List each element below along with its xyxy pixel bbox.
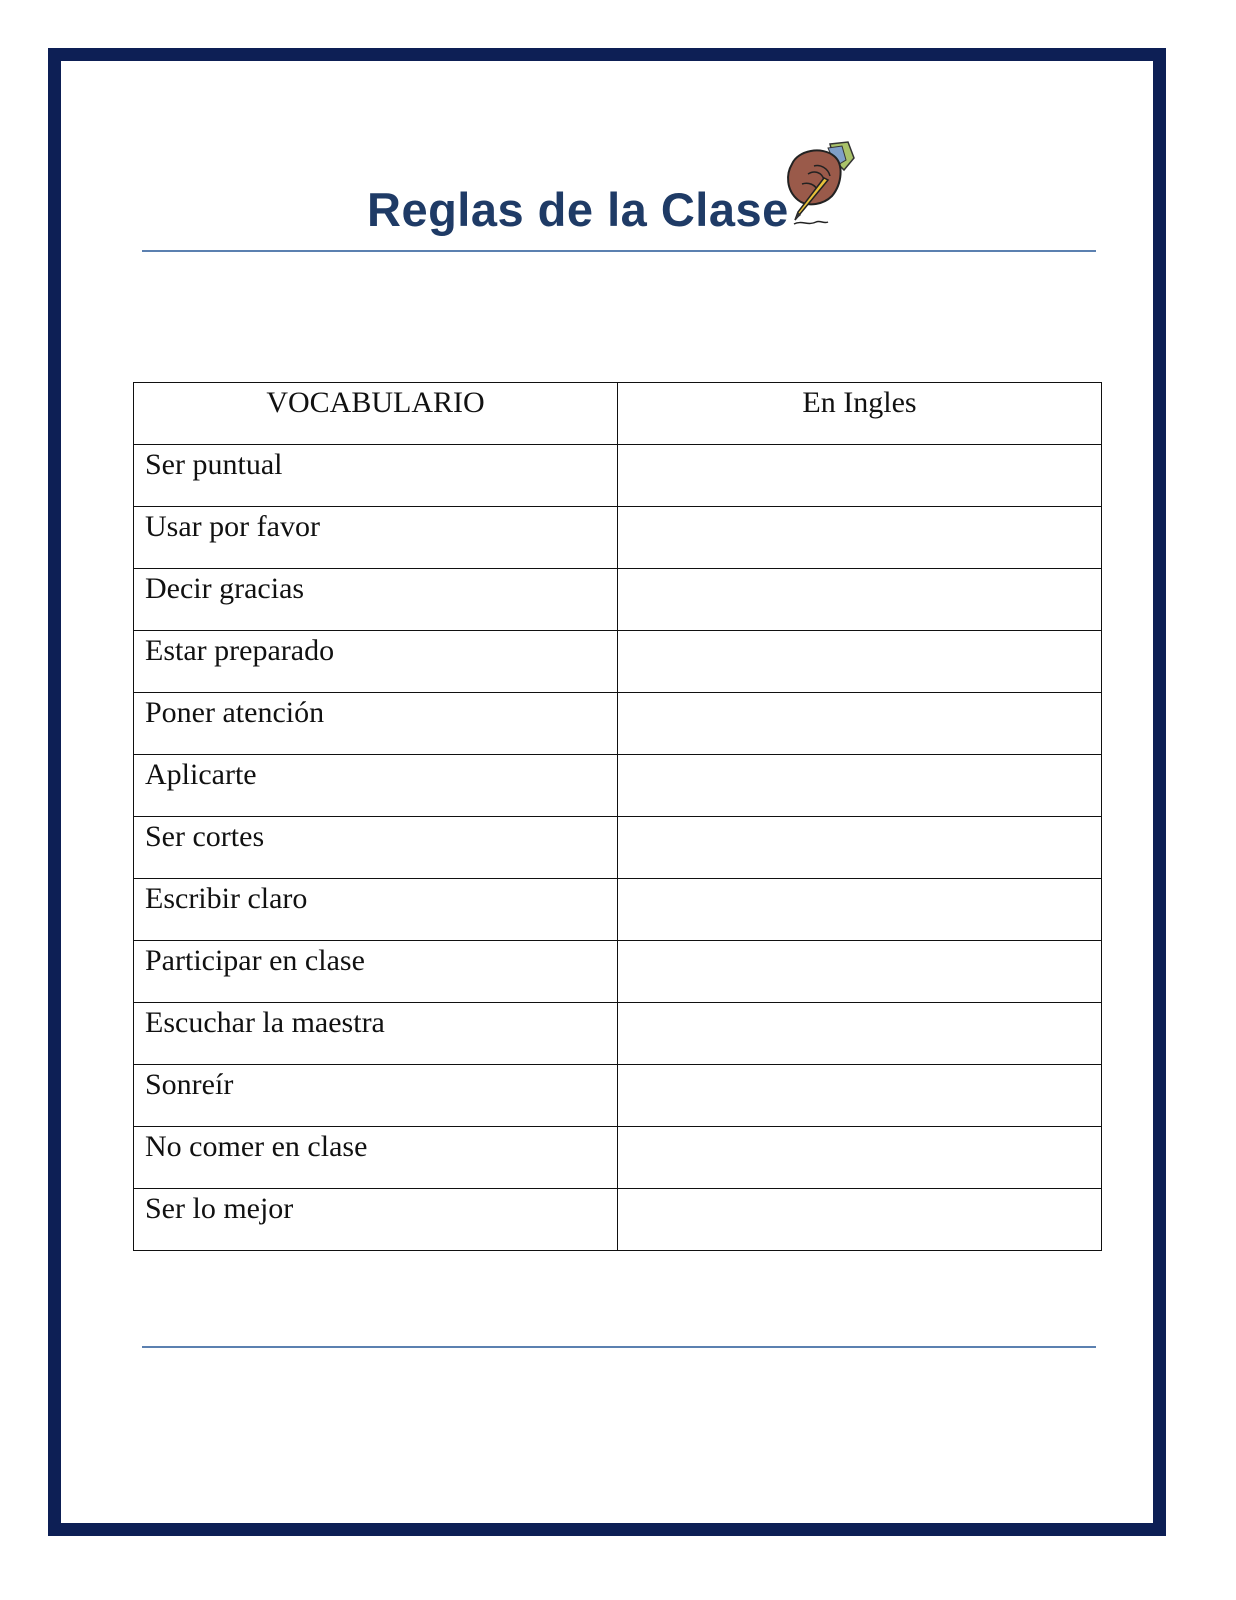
spanish-term: Ser cortes (134, 817, 618, 879)
page-title: Reglas de la Clase (367, 183, 789, 236)
spanish-term: Ser lo mejor (134, 1189, 618, 1251)
spanish-term: Decir gracias (134, 569, 618, 631)
english-answer-cell[interactable] (618, 1003, 1102, 1065)
spanish-term: Aplicarte (134, 755, 618, 817)
spanish-term: Ser puntual (134, 445, 618, 507)
vocabulary-table (133, 382, 1102, 1251)
spanish-term: Escribir claro (134, 879, 618, 941)
spanish-term: No comer en clase (134, 1127, 618, 1189)
table-header-row (134, 383, 1102, 445)
table-row (134, 1003, 1102, 1065)
spanish-term: Sonreír (134, 1065, 618, 1127)
table-row (134, 879, 1102, 941)
english-answer-cell[interactable] (618, 817, 1102, 879)
hand-writing-icon (778, 140, 870, 232)
english-answer-cell[interactable] (618, 879, 1102, 941)
english-answer-cell[interactable] (618, 569, 1102, 631)
table-row (134, 631, 1102, 693)
table-row (134, 569, 1102, 631)
table-row (134, 445, 1102, 507)
spanish-term: Poner atención (134, 693, 618, 755)
spanish-term: Participar en clase (134, 941, 618, 1003)
title-row (0, 140, 1236, 250)
table-row (134, 507, 1102, 569)
top-divider (142, 250, 1096, 252)
table-row (134, 817, 1102, 879)
english-answer-cell[interactable] (618, 755, 1102, 817)
english-answer-cell[interactable] (618, 1127, 1102, 1189)
english-answer-cell[interactable] (618, 1189, 1102, 1251)
english-answer-cell[interactable] (618, 507, 1102, 569)
table-row (134, 941, 1102, 1003)
english-answer-cell[interactable] (618, 941, 1102, 1003)
table-row (134, 1189, 1102, 1251)
spanish-term: Escuchar la maestra (134, 1003, 618, 1065)
bottom-divider (142, 1346, 1096, 1348)
spanish-term: Usar por favor (134, 507, 618, 569)
header-en-ingles: En Ingles (618, 383, 1102, 445)
spanish-term: Estar preparado (134, 631, 618, 693)
table-row (134, 693, 1102, 755)
table-row (134, 1065, 1102, 1127)
header-vocabulario: VOCABULARIO (134, 383, 618, 445)
table-row (134, 755, 1102, 817)
english-answer-cell[interactable] (618, 445, 1102, 507)
english-answer-cell[interactable] (618, 693, 1102, 755)
table-row (134, 1127, 1102, 1189)
english-answer-cell[interactable] (618, 631, 1102, 693)
english-answer-cell[interactable] (618, 1065, 1102, 1127)
